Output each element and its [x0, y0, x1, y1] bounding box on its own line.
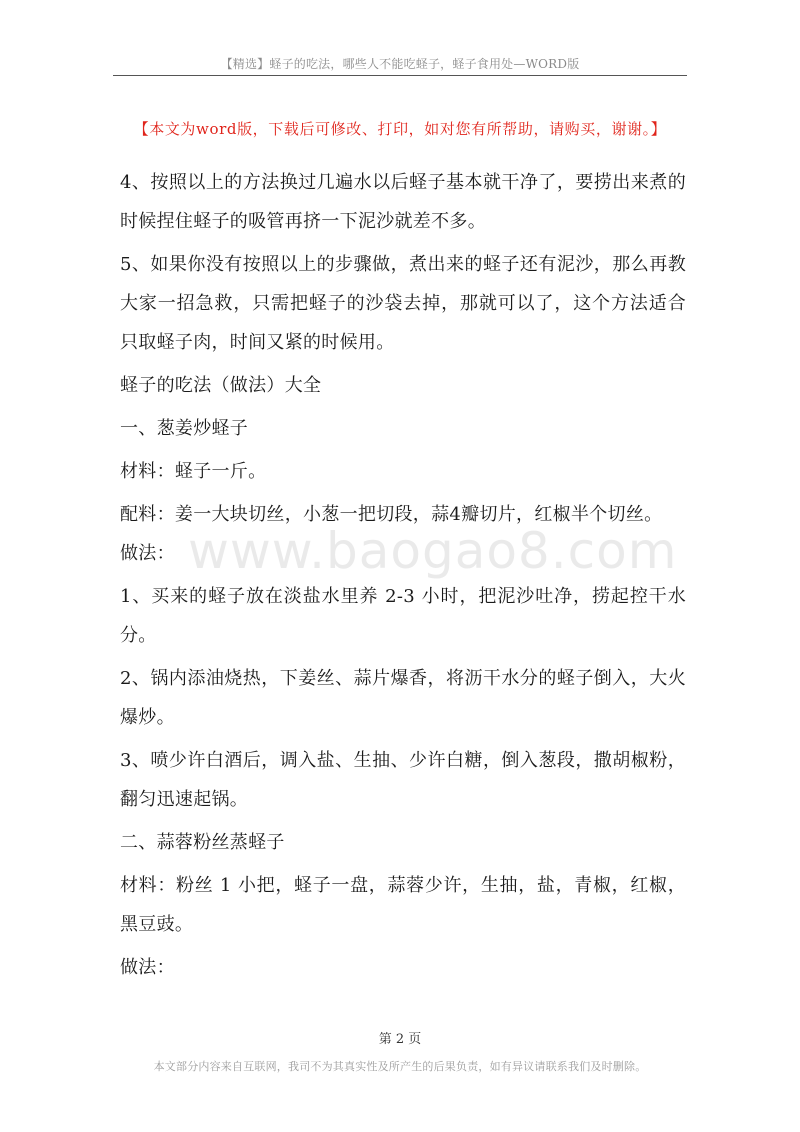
watermark: www.baogao8.com	[188, 522, 678, 580]
recipe-2-ingredients: 材料：粉丝 1 小把，蛏子一盘，蒜蓉少许，生抽，盐，青椒，红椒，黑豆豉。	[120, 875, 686, 935]
download-notice: 【本文为word版，下载后可修改、打印，如对您有所帮助，请购买，谢谢。】	[133, 120, 667, 138]
footer-disclaimer: 本文部分内容来自互联网，我司不为其真实性及所产生的后果负责，如有异议请联系我们及时删除。	[153, 1060, 647, 1073]
recipe-2-title: 二、蒜蓉粉丝蒸蛏子	[120, 832, 285, 853]
paragraph-step-5: 5、如果你没有按照以上的步骤做，煮出来的蛏子还有泥沙，那么再教大家一招急救，只需把蛏子的沙袋去掉，那就可以了，这个方法适合只取蛏子肉，时间又紧的时候用。	[120, 254, 686, 353]
recipe-1-step-3: 3、喷少许白酒后，调入盐、生抽、少许白糖，倒入葱段，撒胡椒粉，翻匀迅速起锅。	[120, 750, 686, 810]
recipe-1-step-2: 2、锅内添油烧热，下姜丝、蒜片爆香，将沥干水分的蛏子倒入，大火爆炒。	[120, 668, 686, 728]
recipe-2-method-label: 做法：	[120, 957, 175, 978]
recipe-1-ingredients: 材料：蛏子一斤。	[120, 461, 267, 482]
header-divider	[113, 75, 687, 76]
recipe-1-seasonings: 配料：姜一大块切丝，小葱一把切段，蒜4瓣切片，红椒半个切丝。	[120, 504, 663, 525]
page-header-title: 【精选】蛏子的吃法，哪些人不能吃蛏子，蛏子食用处—WORD版	[220, 57, 580, 71]
section-heading-recipes: 蛏子的吃法（做法）大全	[120, 375, 322, 396]
recipe-1-step-1: 1、买来的蛏子放在淡盐水里养 2-3 小时，把泥沙吐净，捞起控干水分。	[120, 586, 686, 646]
document-body	[120, 163, 686, 987]
page-number: 第 2 页	[378, 1032, 422, 1047]
recipe-1-title: 一、葱姜炒蛏子	[120, 418, 249, 439]
recipe-1-method-label: 做法：	[120, 543, 175, 564]
paragraph-step-4: 4、按照以上的方法换过几遍水以后蛏子基本就干净了，要捞出来煮的时候捏住蛏子的吸管再挤一下泥沙就差不多。	[120, 172, 686, 232]
